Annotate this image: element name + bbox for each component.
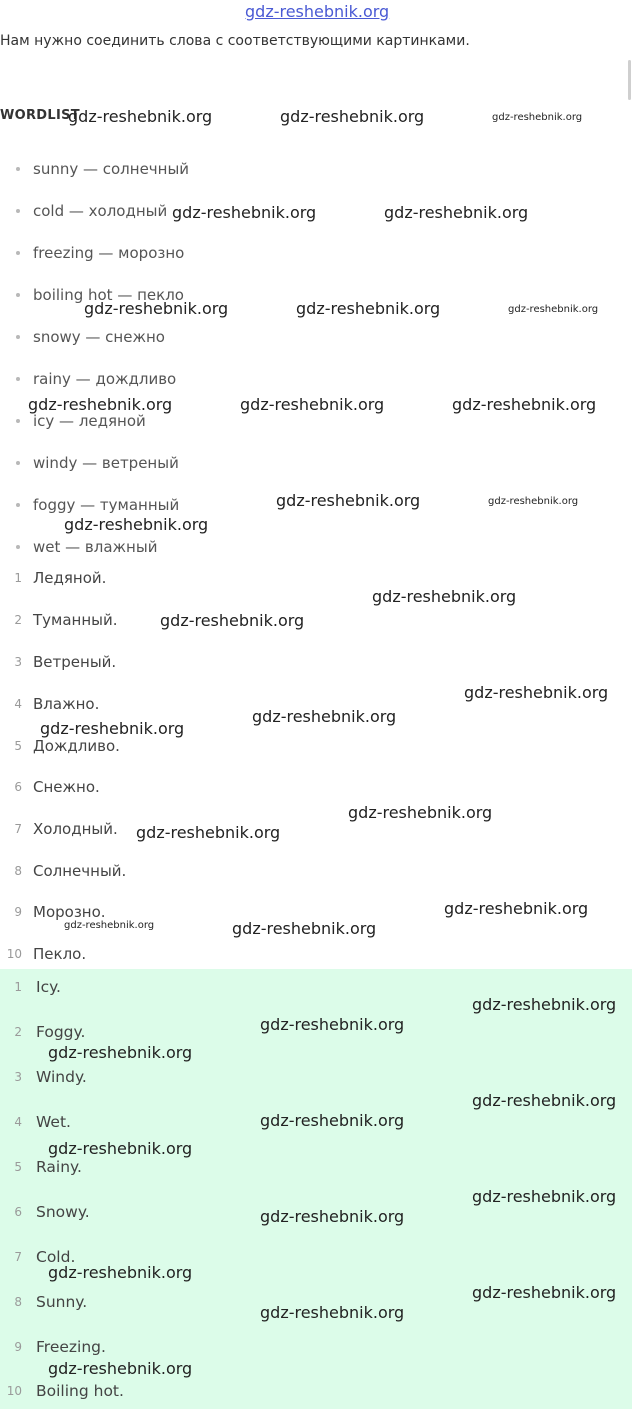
item-number: 4	[14, 1115, 22, 1129]
watermark: gdz-reshebnik.org	[48, 1263, 193, 1282]
word-text: wet — влажный	[33, 538, 158, 556]
list-item	[16, 370, 176, 388]
item-text: Снежно.	[33, 778, 100, 796]
bullet-icon	[16, 545, 20, 549]
list-item	[16, 538, 157, 556]
word-text: sunny — солнечный	[33, 160, 190, 178]
item-number: 5	[14, 1160, 22, 1174]
item-text: Пекло.	[33, 945, 87, 963]
item-text: Wet.	[36, 1113, 71, 1131]
watermark: gdz-reshebnik.org	[488, 496, 579, 507]
watermark: gdz-reshebnik.org	[48, 1139, 193, 1158]
answer-block	[0, 969, 632, 1409]
item-text: Влажно.	[33, 695, 100, 713]
item-number: 9	[14, 1340, 22, 1354]
watermark: gdz-reshebnik.org	[472, 1187, 617, 1206]
watermark: gdz-reshebnik.org	[472, 1283, 617, 1302]
item-number: 8	[14, 1295, 22, 1309]
bullet-icon	[16, 461, 20, 465]
item-text: Rainy.	[36, 1158, 82, 1176]
word-text: freezing — морозно	[33, 244, 185, 262]
wordlist-heading: WORDLIST	[0, 108, 80, 123]
item-number: 3	[14, 1070, 22, 1084]
item-text: Freezing.	[36, 1338, 106, 1356]
item-text: Туманный.	[33, 611, 118, 629]
list-item	[16, 202, 167, 220]
item-number: 3	[14, 655, 22, 669]
item-number: 10	[6, 1384, 22, 1398]
item-number: 4	[14, 697, 22, 711]
word-text: foggy — туманный	[33, 496, 180, 514]
watermark: gdz-reshebnik.org	[276, 491, 421, 510]
list-item	[16, 244, 184, 262]
watermark: gdz-reshebnik.org	[260, 1207, 405, 1226]
item-number: 6	[14, 1205, 22, 1219]
item-number: 1	[14, 571, 22, 585]
watermark: gdz-reshebnik.org	[172, 203, 317, 222]
list-item	[16, 454, 179, 472]
item-text: Ледяной.	[33, 569, 107, 587]
item-number: 1	[14, 980, 22, 994]
item-text: Boiling hot.	[36, 1382, 124, 1400]
item-text: Дождливо.	[33, 737, 120, 755]
watermark: gdz-reshebnik.org	[68, 107, 213, 126]
watermark: gdz-reshebnik.org	[28, 395, 173, 414]
bullet-icon	[16, 503, 20, 507]
intro-text: Нам нужно соединить слова с соответствующими картинками.	[0, 33, 470, 49]
watermark: gdz-reshebnik.org	[260, 1303, 405, 1322]
scrollbar-thumb[interactable]	[628, 60, 631, 100]
watermark: gdz-reshebnik.org	[472, 1091, 617, 1110]
item-text: Морозно.	[33, 903, 106, 921]
watermark: gdz-reshebnik.org	[64, 920, 155, 931]
watermark: gdz-reshebnik.org	[160, 611, 305, 630]
watermark: gdz-reshebnik.org	[260, 1111, 405, 1130]
watermark: gdz-reshebnik.org	[492, 112, 583, 123]
bullet-icon	[16, 167, 20, 171]
item-text: Foggy.	[36, 1023, 86, 1041]
bullet-icon	[16, 335, 20, 339]
word-text: boiling hot — пекло	[33, 286, 184, 304]
list-item	[16, 496, 179, 514]
item-number: 2	[14, 1025, 22, 1039]
watermark: gdz-reshebnik.org	[372, 587, 517, 606]
word-text: cold — холодный	[33, 202, 168, 220]
bullet-icon	[16, 209, 20, 213]
item-text: Cold.	[36, 1248, 76, 1266]
list-item	[16, 328, 165, 346]
item-text: Солнечный.	[33, 862, 127, 880]
watermark: gdz-reshebnik.org	[252, 707, 397, 726]
watermark: gdz-reshebnik.org	[232, 919, 377, 938]
watermark: gdz-reshebnik.org	[384, 203, 529, 222]
item-number: 2	[14, 613, 22, 627]
watermark: gdz-reshebnik.org	[464, 683, 609, 702]
list-item	[16, 160, 189, 178]
watermark: gdz-reshebnik.org	[472, 995, 617, 1014]
watermark: gdz-reshebnik.org	[444, 899, 589, 918]
item-text: Snowy.	[36, 1203, 90, 1221]
site-link[interactable]: gdz-reshebnik.org	[245, 2, 390, 21]
watermark: gdz-reshebnik.org	[64, 515, 209, 534]
watermark: gdz-reshebnik.org	[48, 1043, 193, 1062]
item-text: Sunny.	[36, 1293, 88, 1311]
watermark: gdz-reshebnik.org	[296, 299, 441, 318]
item-number: 5	[14, 739, 22, 753]
item-text: Icy.	[36, 978, 61, 996]
item-number: 8	[14, 864, 22, 878]
watermark: gdz-reshebnik.org	[280, 107, 425, 126]
watermark: gdz-reshebnik.org	[240, 395, 385, 414]
bullet-icon	[16, 293, 20, 297]
watermark: gdz-reshebnik.org	[452, 395, 597, 414]
item-number: 10	[6, 947, 22, 961]
watermark: gdz-reshebnik.org	[84, 299, 229, 318]
bullet-icon	[16, 377, 20, 381]
item-text: Ветреный.	[33, 653, 117, 671]
item-number: 7	[14, 1250, 22, 1264]
item-number: 9	[14, 905, 22, 919]
word-text: snowy — снежно	[33, 328, 165, 346]
watermark: gdz-reshebnik.org	[508, 304, 599, 315]
watermark: gdz-reshebnik.org	[348, 803, 493, 822]
word-text: rainy — дождливо	[33, 370, 177, 388]
list-item	[16, 412, 146, 430]
word-text: windy — ветреный	[33, 454, 179, 472]
item-text: Windy.	[36, 1068, 87, 1086]
word-text: icy — ледяной	[33, 412, 146, 430]
item-number: 7	[14, 822, 22, 836]
item-number: 6	[14, 780, 22, 794]
watermark: gdz-reshebnik.org	[48, 1359, 193, 1378]
item-text: Холодный.	[33, 820, 118, 838]
watermark: gdz-reshebnik.org	[136, 823, 281, 842]
bullet-icon	[16, 251, 20, 255]
list-item	[16, 286, 184, 304]
bullet-icon	[16, 419, 20, 423]
watermark: gdz-reshebnik.org	[40, 719, 185, 738]
watermark: gdz-reshebnik.org	[260, 1015, 405, 1034]
